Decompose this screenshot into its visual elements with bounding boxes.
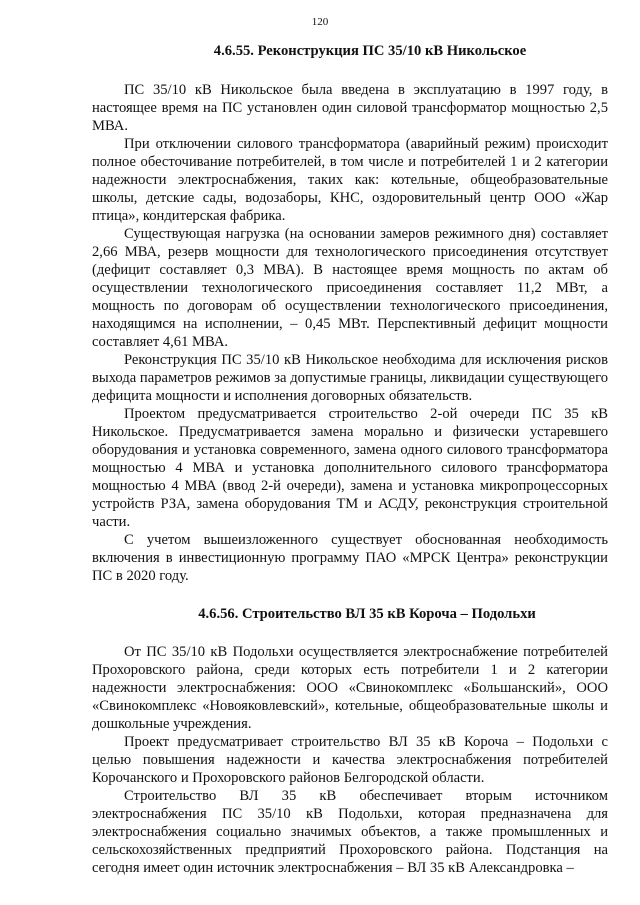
paragraph: Проектом предусматривается строительство 2-ой очереди ПС 35 кВ Никольское. Предусматривается замена морально и физически устаревшего оборудования и установка современного, замена одного силового трансформатора мощностью 4 МВА и установка дополнительного силового трансформатора мощностью 4 МВА (ввод 2-й очереди), замена и установка микропроцессорных устройств РЗА, замена оборудования ТМ и АСДУ, реконструкция строительной части.	[92, 406, 608, 530]
paragraph: Реконструкция ПС 35/10 кВ Никольское необходима для исключения рисков выхода параметров режимов за допустимые границы, ликвидации существующего дефицита мощности и исполнения договорных обязательств.	[92, 352, 608, 404]
section-heading-4-6-56: 4.6.56. Строительство ВЛ 35 кВ Короча – Подольхи	[198, 606, 536, 622]
page-number: 120	[311, 16, 329, 28]
paragraph: ПС 35/10 кВ Никольское была введена в эксплуатацию в 1997 году, в настоящее время на ПС установлен один силовой трансформатор мощностью 2,5 МВА.	[92, 82, 608, 134]
section-heading-4-6-55: 4.6.55. Реконструкция ПС 35/10 кВ Никольское	[213, 43, 527, 59]
paragraph: С учетом вышеизложенного существует обоснованная необходимость включения в инвестиционную программу ПАО «МРСК Центра» реконструкции ПС в 2020 году.	[92, 532, 608, 584]
paragraph: Существующая нагрузка (на основании замеров режимного дня) составляет 2,66 МВА, резерв мощности для технологического присоединения отсутствует (дефицит составляет 0,3 МВА). В настоящее время мощность по актам об осуществлении технологического присоединения составляет 11,2 МВт, а мощность по договорам об осуществлении технологического присоединения, находящимся на исполнении, – 0,45 МВт. Перспективный дефицит мощности составляет 4,61 МВА.	[92, 226, 608, 350]
paragraph: При отключении силового трансформатора (аварийный режим) происходит полное обесточивание потребителей, в том числе и потребителей 1 и 2 категории надежности электроснабжения, таких как: котельные, общеобразовательные школы, детские сады, водозаборы, КНС, оздоровительный центр ООО «Жар птица», кондитерская фабрика.	[92, 136, 608, 224]
paragraph: От ПС 35/10 кВ Подольхи осуществляется электроснабжение потребителей Прохоровского района, среди которых есть потребители 1 и 2 категории надежности электроснабжения: ООО «Свинокомплекс «Большанский», ООО «Свинокомплекс «Новояковлевский», котельные, общеобразовательные школы и дошкольные учреждения.	[92, 644, 608, 732]
paragraph: Строительство ВЛ 35 кВ обеспечивает вторым источником электроснабжения ПС 35/10 кВ Подольхи, которая предназначена для электроснабжения социально значимых объектов, а также промышленных и сельскохозяйственных предприятий Прохоровского района. Подстанция на сегодня имеет один источник электроснабжения – ВЛ 35 кВ Александровка –	[92, 788, 608, 876]
page-content	[92, 42, 608, 877]
paragraph: Проект предусматривает строительство ВЛ 35 кВ Короча – Подольхи с целью повышения надежности и качества электроснабжения потребителей Корочанского и Прохоровского районов Белгородской области.	[92, 734, 608, 786]
